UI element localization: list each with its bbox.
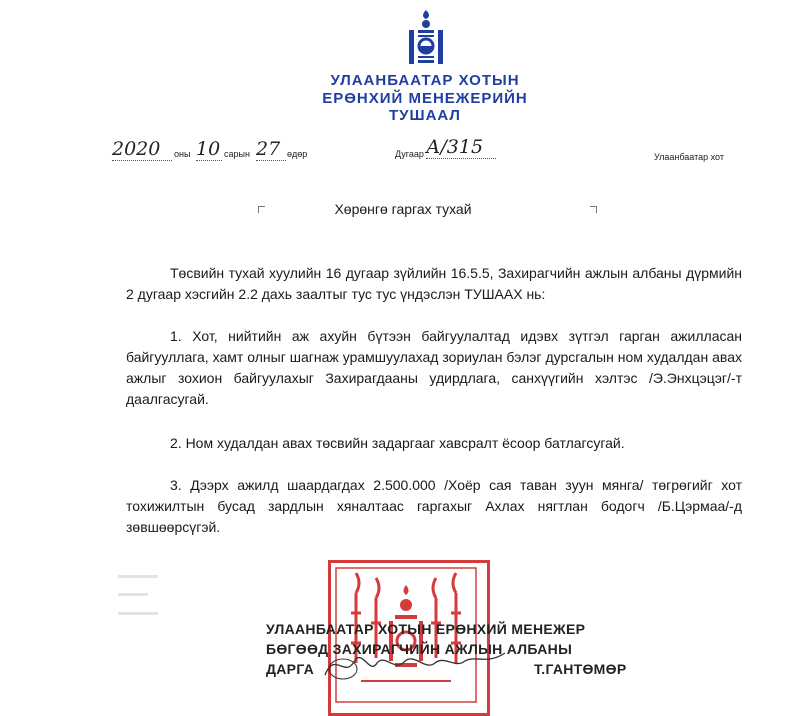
order-number-label: Дугаар: [395, 149, 424, 159]
signatory-title-line-2: БӨГӨӨД ЗАХИРАГЧИЙН АЖЛЫН АЛБАНЫ: [266, 641, 573, 657]
date-day-field: [256, 138, 286, 161]
soyombo-emblem-icon: [405, 8, 447, 66]
order-number-field: [426, 136, 496, 159]
official-seal-stamp: [328, 560, 490, 716]
signatory-title-line-1: УЛААНБААТАР ХОТЫН ЕРӨНХИЙ МЕНЕЖЕР: [266, 621, 586, 637]
header-line-3: ТУШААЛ: [389, 107, 461, 124]
intro-paragraph: Төсвийн тухай хуулийн 16 дугаар зүйлийн 16.5.5, Захирагчийн ажлын албаны дүрмийн 2 дугаар хэсгийн 2.2 дахь заалтыг тус тус үндэслэн ТУШААХ нь:: [126, 265, 742, 302]
date-month: 10: [196, 138, 221, 160]
header-line-2: ЕРӨНХИЙ МЕНЕЖЕРИЙН: [322, 90, 528, 107]
date-year-suffix: оны: [174, 149, 191, 159]
signatory-name: Т.ГАНТӨМӨР: [534, 661, 627, 677]
faint-mark: [118, 575, 158, 578]
date-year: 2020: [112, 138, 161, 160]
handwritten-signature: [315, 645, 515, 685]
date-day-suffix: өдөр: [287, 149, 308, 159]
item-1-paragraph: 1. Хот, нийтийн аж ахуйн бүтээн байгуулалтад идэвх зүтгэл гарган ажилласан байгууллага, хамт олныг шагнаж урамшуулахад зориулан бэлэг дурсгалын ном худалдан авах ажлыг зохион байгуулахыг Захирагдааны удирдлага, санхүүгийн хэлтэс /Э.Энхцэцэг/-т даалгасугай.: [126, 328, 742, 407]
document-title: Хөрөнгө гаргах тухай: [334, 201, 472, 217]
date-year-field: [112, 138, 172, 161]
date-month-suffix: сарын: [224, 149, 250, 159]
faint-mark: [118, 593, 148, 596]
signatory-title-line-3: ДАРГА: [266, 661, 315, 677]
date-day: 27: [256, 138, 281, 160]
place-label: Улаанбаатар хот: [654, 152, 724, 162]
order-number: А/315: [426, 136, 484, 158]
header-line-1: УЛААНБААТАР ХОТЫН: [330, 72, 520, 89]
faint-mark: [118, 612, 158, 615]
item-3-paragraph: 3. Дээрх ажилд шаардагдах 2.500.000 /Хоёр сая таван зуун мянга/ төгрөгийг хот тохижилтын бусад зардлын хяналтаас гаргахыг Ахлах нягтлан бодогч /Б.Цэрмаа/-д зөвшөөрсүгэй.: [126, 477, 742, 535]
date-month-field: [196, 138, 222, 161]
item-2-paragraph: 2. Ном худалдан авах төсвийн задаргааг хавсралт ёсоор батлагсугай.: [170, 435, 625, 451]
